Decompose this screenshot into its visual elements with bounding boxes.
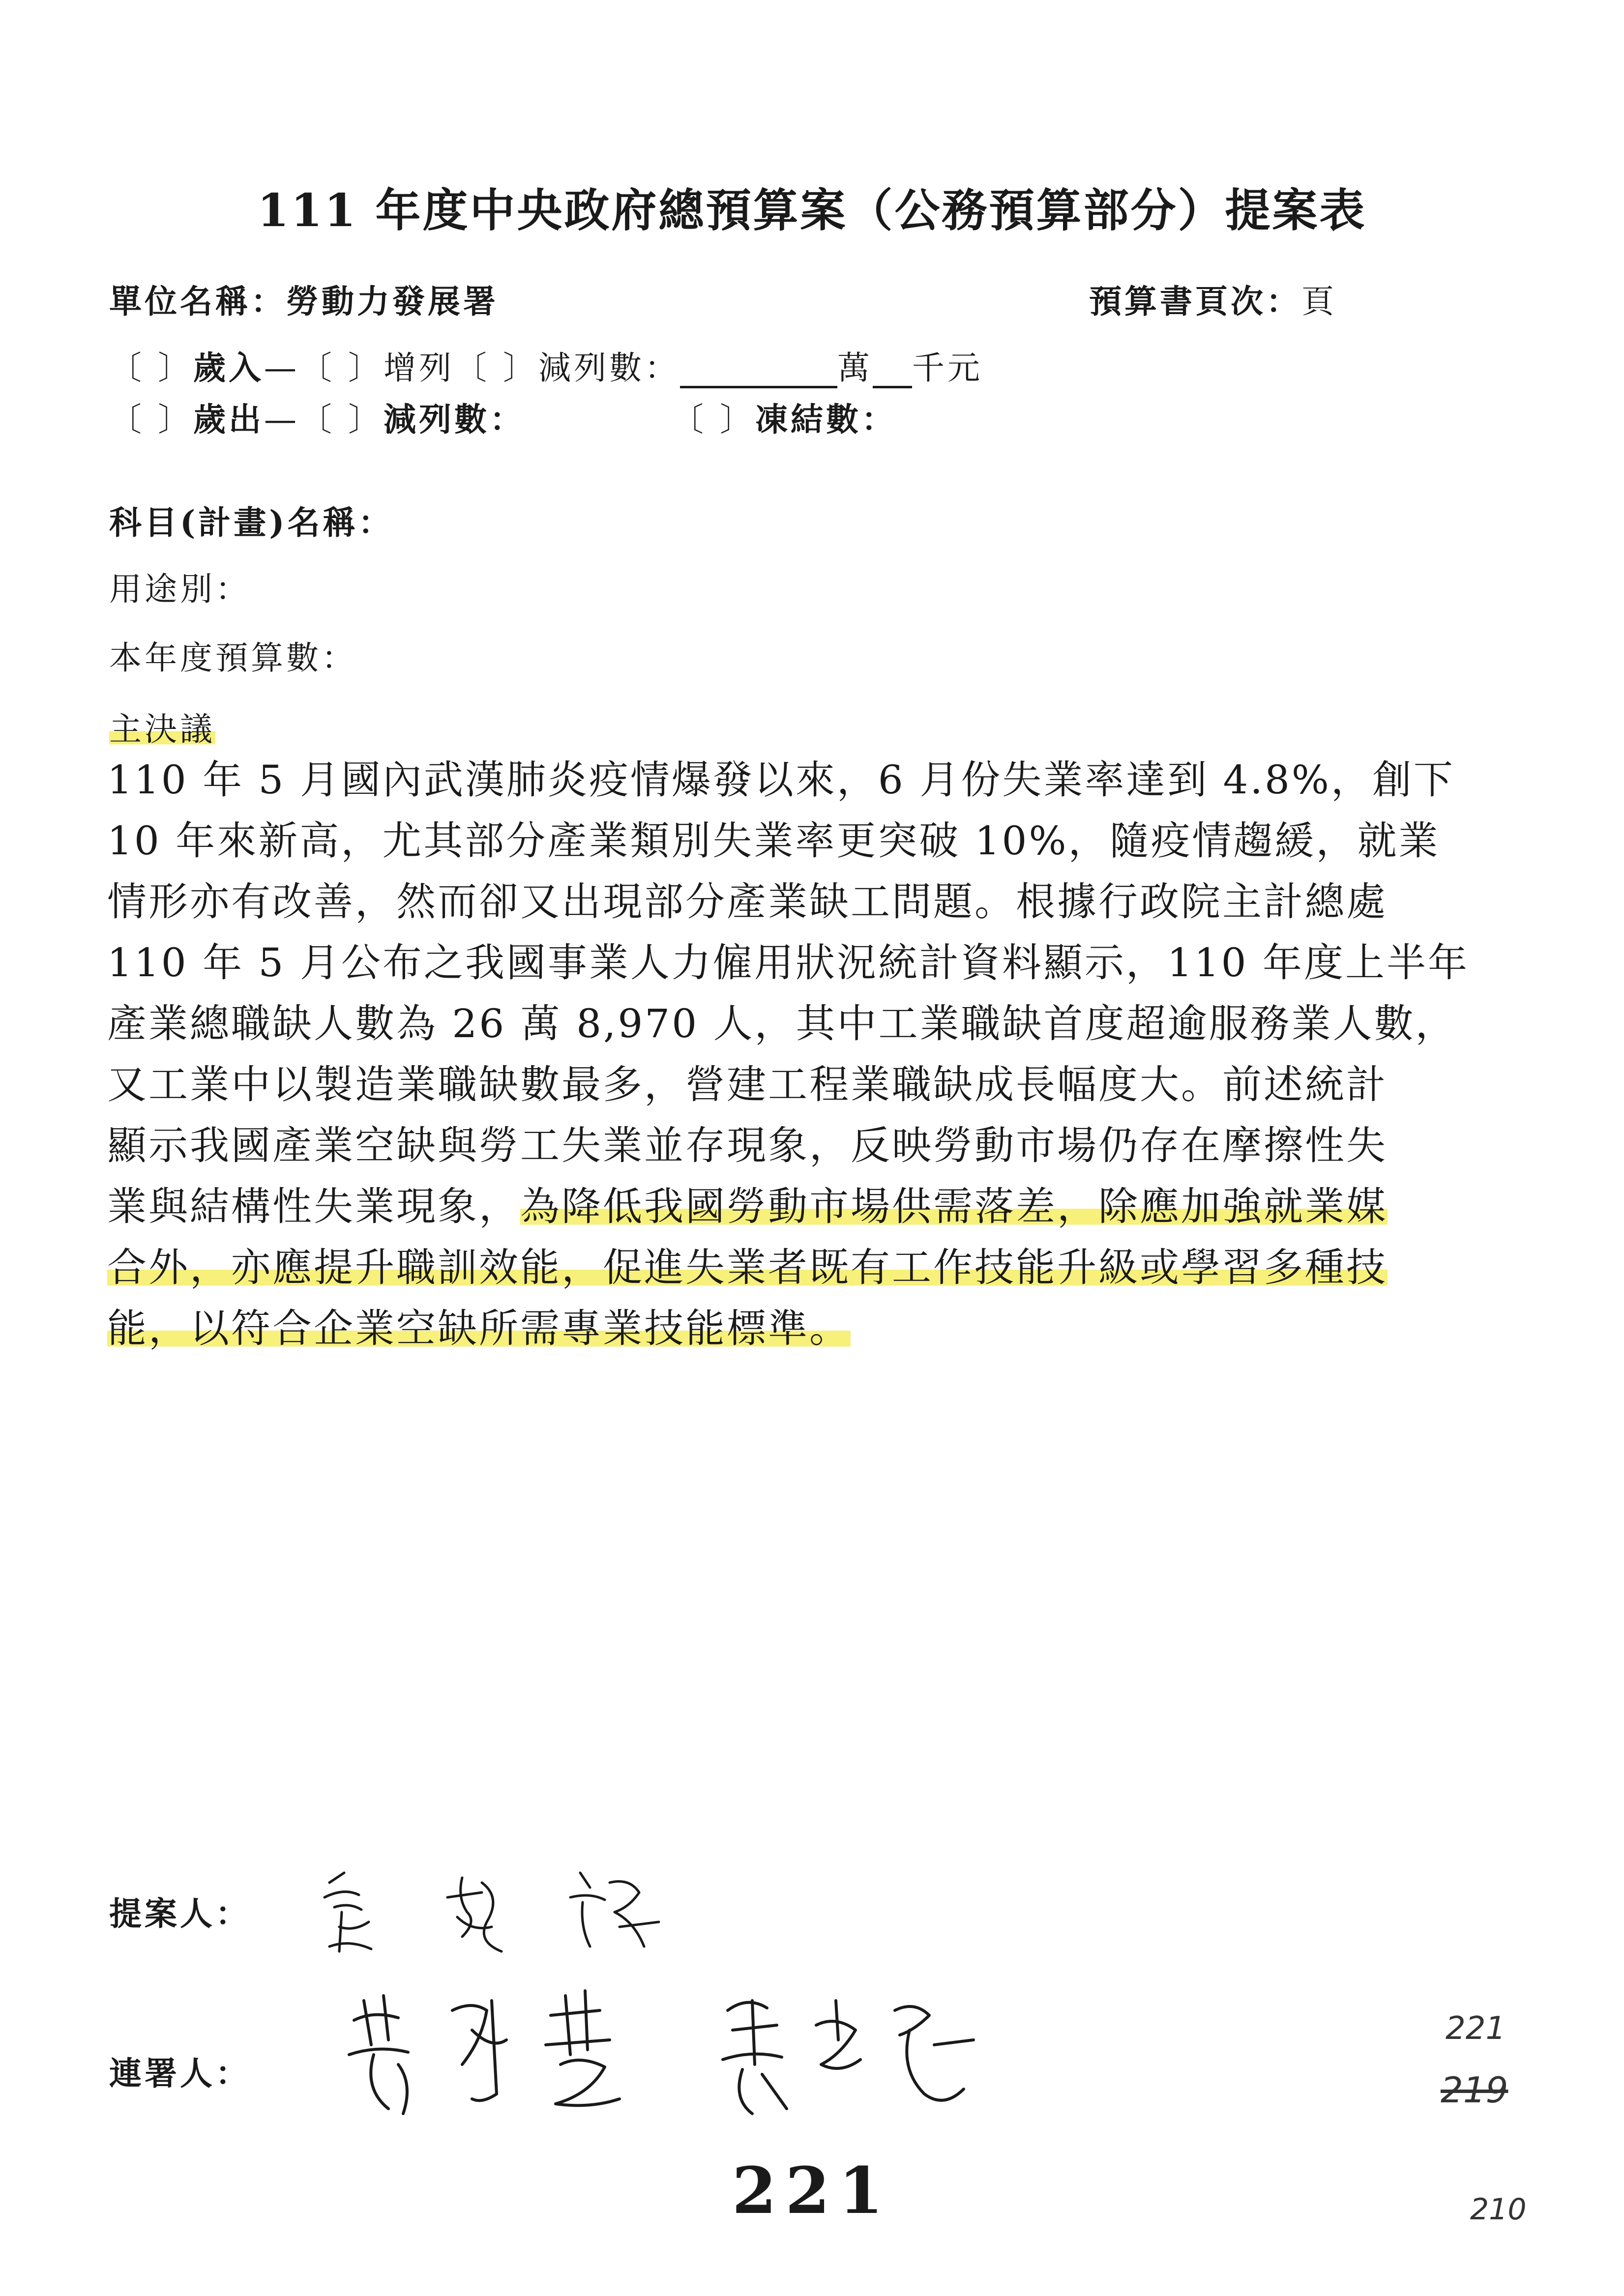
unit-label: 單位名稱： bbox=[109, 282, 286, 320]
body-line: 情形亦有改善，然而卻又出現部分產業缺工問題。根據行政院主計總處 bbox=[107, 879, 1388, 925]
exp-decrease-checkbox: 〔 〕 bbox=[299, 401, 384, 438]
expenditure-checkbox: 〔 〕 bbox=[109, 401, 193, 438]
body-line bbox=[107, 1237, 1474, 1298]
budget-page-unit: 頁 bbox=[1301, 283, 1337, 320]
resolution-label bbox=[109, 703, 215, 750]
highlighted-text: 合外，亦應提升職訓效能，促進失業者既有工作技能升級或學習多種技 bbox=[107, 1245, 1388, 1290]
body-line: 10 年來新高，尤其部分產業類別失業率更突破 10%，隨疫情趨緩，就業 bbox=[107, 818, 1440, 864]
budget-page-row bbox=[1089, 275, 1337, 322]
cosigner-signatures bbox=[344, 1981, 1003, 2128]
expenditure-label: 歲出 bbox=[193, 400, 264, 438]
proposer-label: 提案人： bbox=[109, 1894, 251, 1933]
body-line: 110 年 5 月國內武漢肺炎疫情爆發以來，6 月份失業率達到 4.8%，創下 bbox=[107, 757, 1455, 803]
wan-unit: 萬 bbox=[837, 349, 873, 387]
margin-notes bbox=[1441, 2010, 1568, 2266]
qian-unit: 千元 bbox=[912, 349, 983, 387]
body-line: 產業總職缺人數為 26 萬 8,970 人，其中工業職缺首度超逾服務業人數， bbox=[107, 1001, 1457, 1046]
body-line8-plain: 業與結構性失業現象， bbox=[107, 1184, 520, 1229]
revenue-label: 歲入 bbox=[193, 349, 264, 387]
amount-blank bbox=[680, 386, 837, 388]
body-line bbox=[107, 1298, 1474, 1359]
resolution-label-text: 主決議 bbox=[109, 710, 215, 748]
highlighted-text: 能，以符合企業空缺所需專業技能標準。 bbox=[107, 1306, 851, 1351]
current-budget-label: 本年度預算數： bbox=[109, 639, 357, 677]
qian-blank bbox=[873, 386, 912, 388]
proposer-signature bbox=[315, 1853, 688, 1961]
decrease-checkbox: 〔 〕 bbox=[454, 349, 538, 387]
unit-value: 勞動力發展署 bbox=[286, 282, 499, 320]
freeze-checkbox: 〔 〕 bbox=[671, 401, 755, 438]
body-line: 110 年 5 月公布之我國事業人力僱用狀況統計資料顯示，110 年度上半年 bbox=[107, 940, 1470, 986]
resolution-body bbox=[107, 750, 1474, 1359]
expenditure-dash: — bbox=[264, 401, 299, 438]
expenditure-row bbox=[109, 393, 525, 440]
decrease-label: 減列數： bbox=[538, 349, 680, 387]
subject-label: 科目(計畫)名稱： bbox=[109, 503, 394, 542]
page-number: 221 bbox=[732, 2153, 892, 2228]
body-line: 顯示我國產業空缺與勞工失業並存現象，反映勞動市場仍存在摩擦性失 bbox=[107, 1123, 1388, 1168]
freeze-label: 凍結數： bbox=[755, 400, 897, 438]
unit-row bbox=[109, 275, 499, 322]
usage-label: 用途別： bbox=[109, 570, 251, 608]
exp-decrease-label: 減列數： bbox=[383, 400, 525, 438]
increase-checkbox: 〔 〕 bbox=[299, 349, 384, 387]
margin-note: 221 bbox=[1446, 2010, 1506, 2047]
document-title: 111 年度中央政府總預算案（公務預算部分）提案表 bbox=[257, 184, 1367, 237]
freeze-row bbox=[671, 393, 897, 440]
revenue-row bbox=[109, 342, 983, 388]
margin-note: 219 bbox=[1441, 2069, 1508, 2111]
body-line: 又工業中以製造業職缺數最多，營建工程業職缺成長幅度大。前述統計 bbox=[107, 1062, 1388, 1107]
margin-note: 210 bbox=[1470, 2192, 1527, 2227]
increase-label: 增列 bbox=[383, 349, 454, 387]
body-line bbox=[107, 1176, 1474, 1237]
revenue-dash: — bbox=[264, 349, 299, 387]
budget-page-label: 預算書頁次： bbox=[1089, 282, 1301, 320]
cosigner-label: 連署人： bbox=[109, 2054, 251, 2093]
highlighted-text: 為降低我國勞動市場供需落差，除應加強就業媒 bbox=[520, 1184, 1388, 1229]
revenue-checkbox: 〔 〕 bbox=[109, 349, 193, 387]
